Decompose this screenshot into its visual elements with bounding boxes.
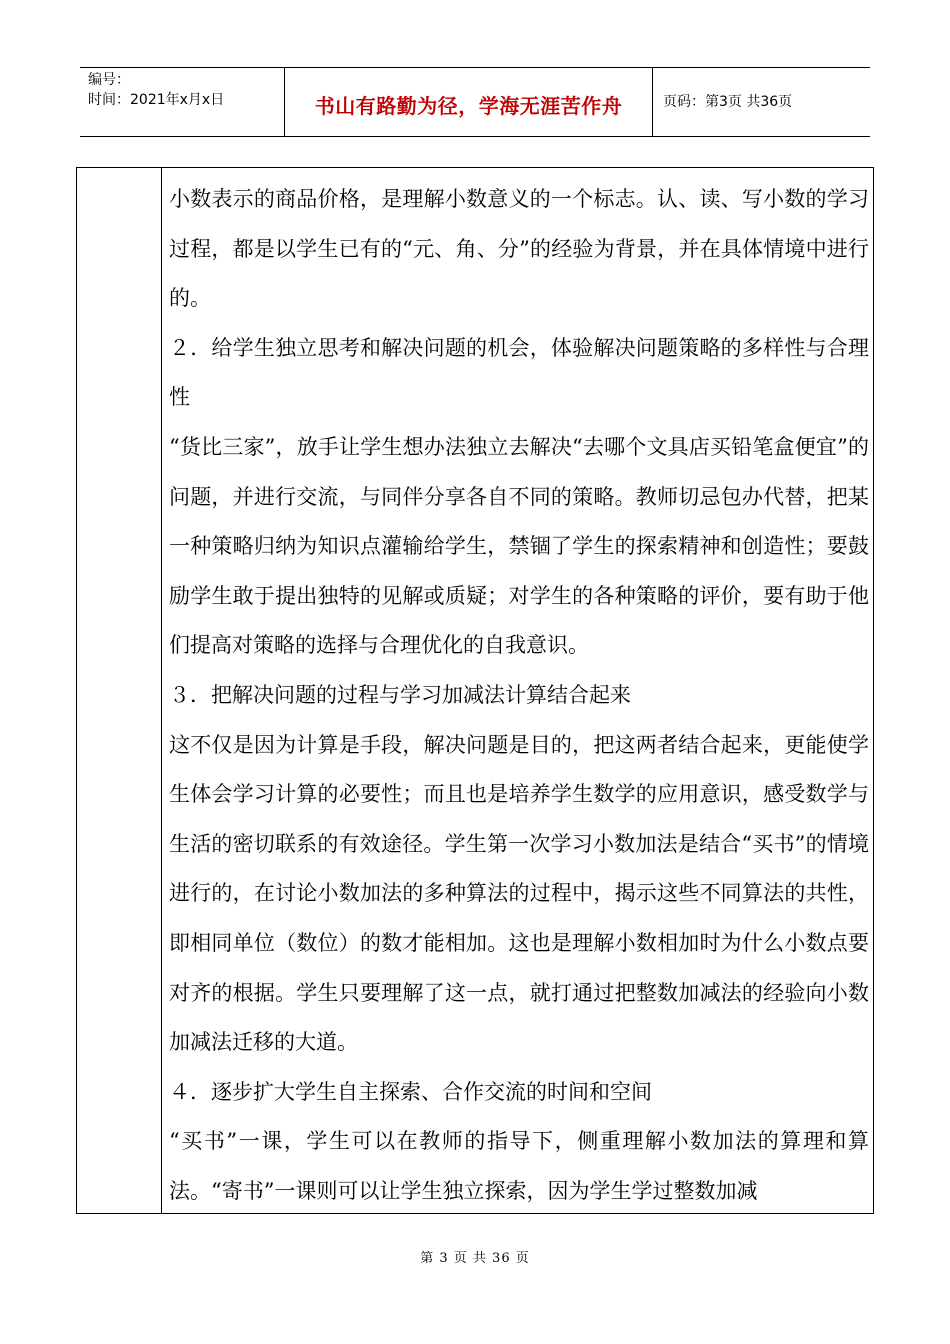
paragraph-text: “货比三家”，放手让学生想办法独立去解决“去哪个文具店买铅笔盒便宜”的问题，并进行交流，与同伴分享各自不同的策略。教师切忌包办代替，把某一种策略归纳为知识点灌输给学生，禁锢了学生的探索精神和创造性；要鼓励学生敢于提出独特的见解或质疑；对学生的各种策略的评价，要有助于他们提高对策略的选择与合理优化的自我意识。 [169, 434, 869, 658]
document-code-label: 编号： [88, 72, 130, 88]
paragraph-text: 这不仅是因为计算是手段，解决问题是目的，把这两者结合起来，更能使学生体会学习计算的必要性；而且也是培养学生数学的应用意识，感受数学与生活的密切联系的有效途径。学生第一次学习小数加法是结合“买书”的情境进行的，在讨论小数加法的多种算法的过程中，揭示这些不同算法的共性，即相同单位（数位）的数才能相加。这也是理解小数相加时为什么小数点要对齐的根据。学生只要理解了这一点，就打通过把整数加减法的经验向小数加减法迁移的大道。 [169, 732, 869, 1055]
document-header [80, 67, 870, 137]
header-meta-cell [80, 68, 285, 136]
content-cell [169, 175, 869, 1216]
page-footer: 第 3 页 共 36 页 [420, 1251, 530, 1266]
header-motto-cell [285, 68, 653, 136]
header-page-cell [653, 68, 870, 136]
section-heading: ２．给学生独立思考和解决问题的机会，体验解决问题策略的多样性与合理性 [169, 335, 869, 410]
header-page-number: 页码：第3页 共36页 [663, 94, 793, 110]
section-heading: ３．把解决问题的过程与学习加减法计算结合起来 [169, 682, 631, 707]
document-time-label: 时间：2021年x月x日 [88, 92, 225, 108]
content-table [76, 167, 874, 1214]
table-left-column [77, 168, 162, 1213]
header-motto: 书山有路勤为径，学海无涯苦作舟 [314, 94, 623, 118]
paragraph-text: 小数表示的商品价格，是理解小数意义的一个标志。认、读、写小数的学习过程，都是以学生已有的“元、角、分”的经验为背景，并在具体情境中进行的。 [169, 187, 869, 311]
paragraph-text: “买书”一课，学生可以在教师的指导下，侧重理解小数加法的算理和算法。“寄书”一课则可以让学生独立探索，因为学生学过整数加减 [169, 1129, 869, 1203]
section-heading: ４．逐步扩大学生自主探索、合作交流的时间和空间 [169, 1079, 652, 1104]
